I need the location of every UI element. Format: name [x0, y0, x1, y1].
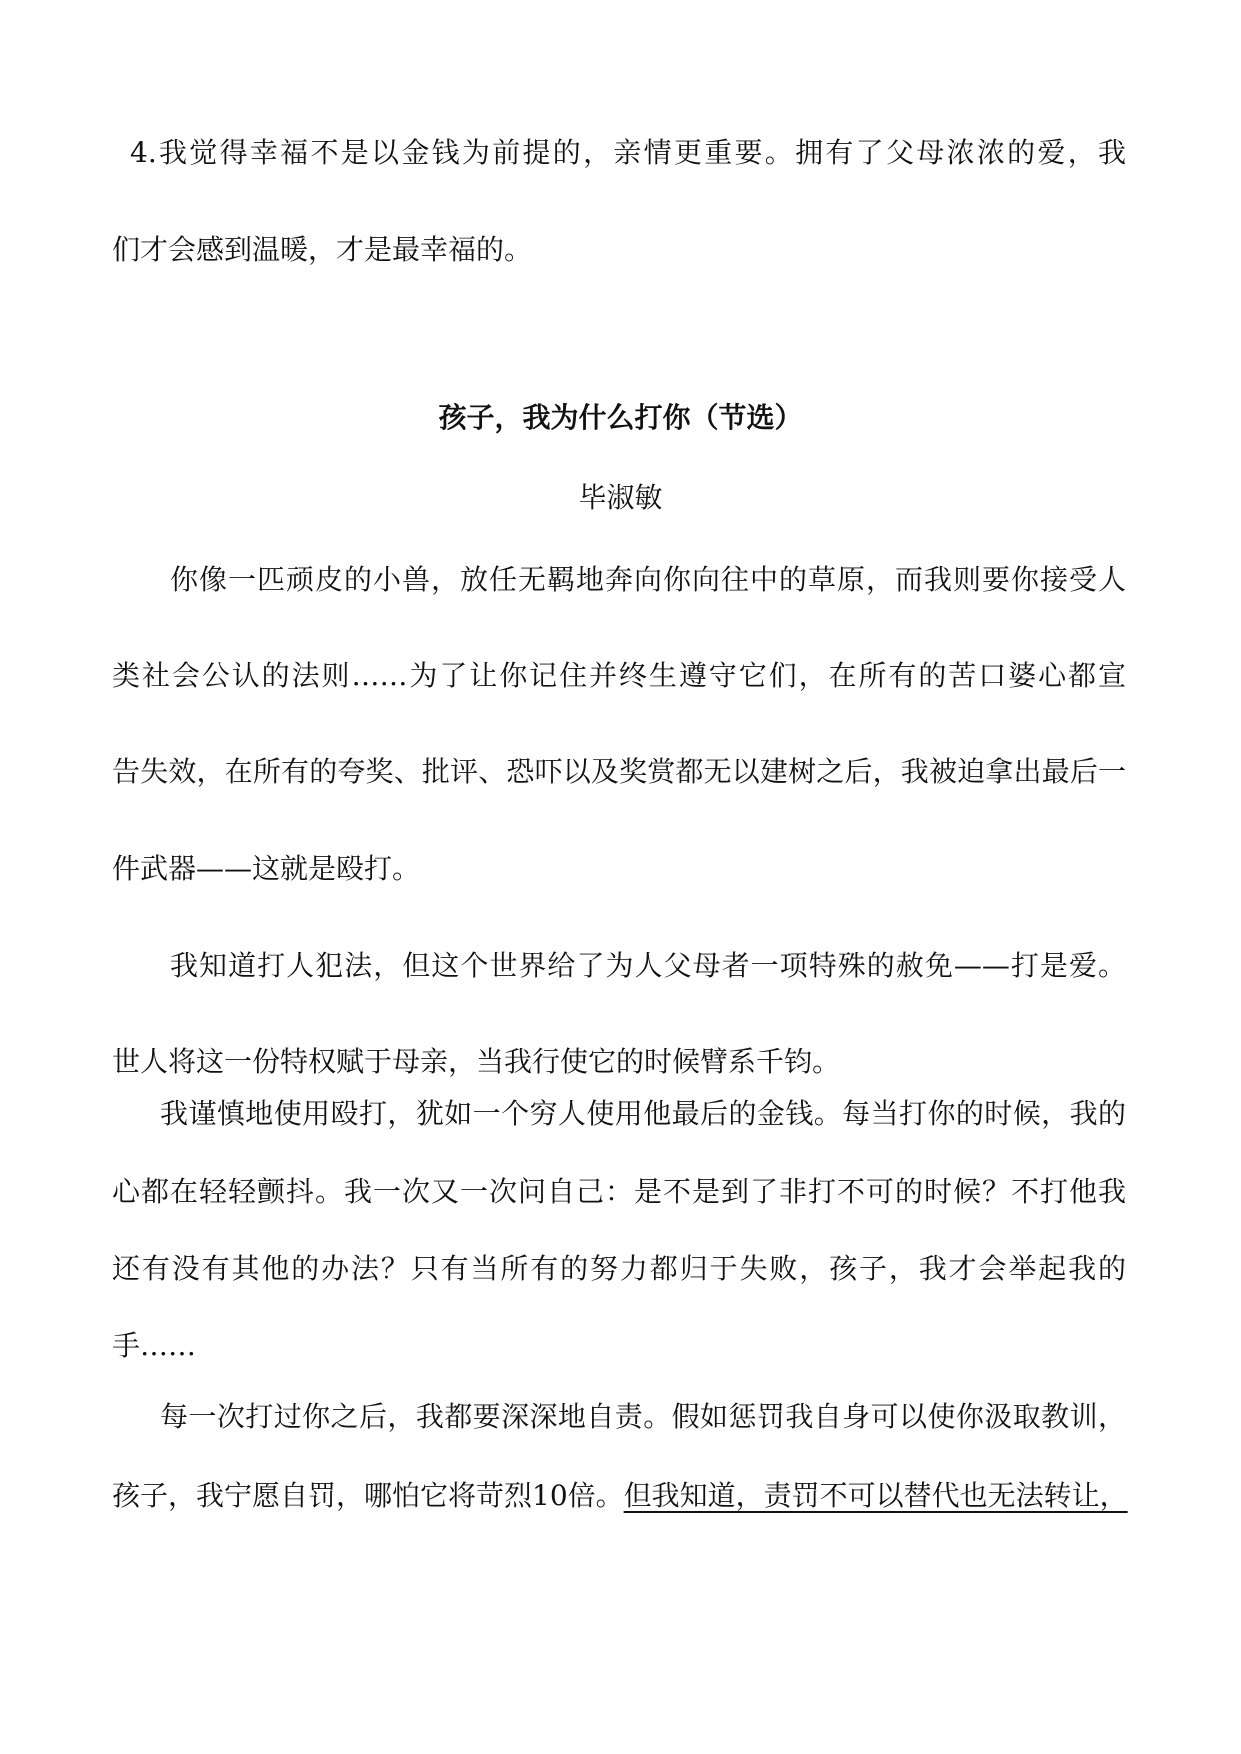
paragraph-line: 你像一匹顽皮的小兽，放任无羁地奔向你向往中的草原，而我则要你接受人 [170, 563, 1126, 596]
paragraph-line: 我谨慎地使用殴打，犹如一个穷人使用他最后的金钱。每当打你的时候，我的 [160, 1097, 1126, 1130]
answer-4-line-2: 们才会感到温暖，才是最幸福的。 [112, 233, 533, 266]
paragraph-line: 件武器——这就是殴打。 [112, 852, 421, 885]
plain-text: 孩子，我宁愿自罚，哪怕它将苛烈10倍。 [112, 1479, 624, 1512]
paragraph-line: 类社会公认的法则……为了让你记住并终生遵守它们，在所有的苦口婆心都宣 [112, 659, 1126, 692]
paragraph-line: 告失效，在所有的夸奖、批评、恐吓以及奖赏都无以建树之后，我被迫拿出最后一 [112, 755, 1126, 788]
article-title: 孩子，我为什么打你（节选） [438, 401, 803, 434]
paragraph-line: 每一次打过你之后，我都要深深地自责。假如惩罚我自身可以使你汲取教训， [160, 1400, 1126, 1433]
paragraph-line: 心都在轻轻颤抖。我一次又一次问自己：是不是到了非打不可的时候？不打他我 [112, 1175, 1126, 1208]
paragraph-line: 还有没有其他的办法？只有当所有的努力都归于失败，孩子，我才会举起我的 [112, 1252, 1126, 1285]
underlined-text: 但我知道，责罚不可以替代也无法转让， [623, 1479, 1128, 1512]
answer-4-line-1: 4.我觉得幸福不是以金钱为前提的，亲情更重要。拥有了父母浓浓的爱，我 [130, 136, 1126, 169]
paragraph-line: 手…… [112, 1329, 197, 1362]
article-author: 毕淑敏 [578, 481, 663, 514]
paragraph-line [112, 1476, 1126, 1516]
paragraph-line: 世人将这一份特权赋于母亲，当我行使它的时候臂系千钧。 [112, 1045, 841, 1078]
paragraph-line: 我知道打人犯法，但这个世界给了为人父母者一项特殊的赦免——打是爱。 [170, 949, 1126, 982]
